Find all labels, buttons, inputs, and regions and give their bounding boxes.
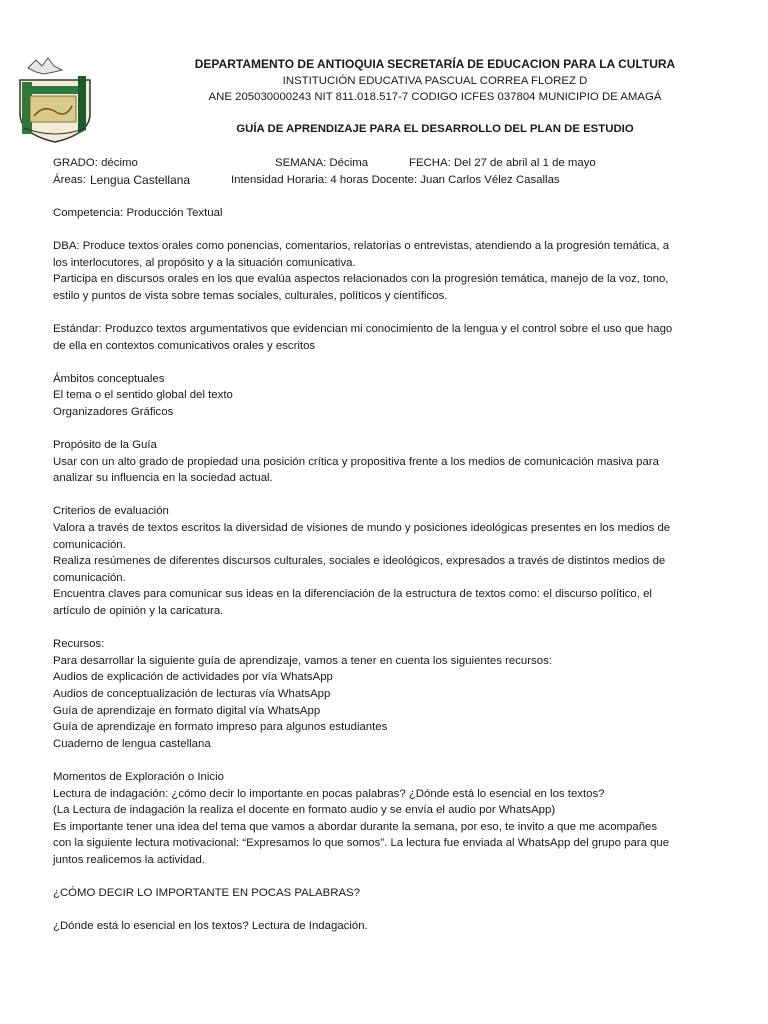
criterios-line: comunicación. [53,538,126,551]
momentos-line: con la siguiente lectura motivacional: “Expresamos lo que somos”. La lectura fue enviada al WhatsApp del grupo para que [53,837,670,850]
guide-title: GUÍA DE APRENDIZAJE PARA EL DESARROLLO DEL PLAN DE ESTUDIO [236,123,634,135]
proposito-line: Usar con un alto grado de propiedad una posición crítica y propositiva frente a los medios de comunicación masiva para [53,455,659,468]
proposito-line: analizar su influencia en la sociedad actual. [53,472,273,485]
document-body [53,155,718,935]
recursos-item: Guía de aprendizaje en formato impreso para algunos estudiantes [53,721,388,734]
recursos-item: Guía de aprendizaje en formato digital vía WhatsApp [53,704,321,717]
header-registration: ANE 205030000243 NIT 811.018.517-7 CODIGO ICFES 037804 MUNICIPIO DE AMAGÁ [208,91,662,103]
ambitos-item: El tema o el sentido global del texto [53,389,233,402]
fecha: FECHA: Del 27 de abril al 1 de mayo [409,157,596,169]
document-header [120,56,750,106]
meta-row-1 [53,155,718,172]
recursos-line: Para desarrollar la siguiente guía de aprendizaje, vamos a tener en cuenta los siguientes recursos: [53,654,552,667]
grado: GRADO: décimo [53,157,138,169]
recursos-item: Audios de explicación de actividades por vía WhatsApp [53,671,333,684]
meta-row-2 [53,172,718,189]
criterios-line: artículo de opinión y la caricatura. [53,605,224,618]
header-department: DEPARTAMENTO DE ANTIOQUIA SECRETARÍA DE EDUCACION PARA LA CULTURA [194,57,676,71]
competencia: Competencia: Producción Textual [53,206,223,219]
momentos-line: Es importante tener una idea del tema que vamos a abordar durante la semana, por eso, te invito a que me acompañes [53,820,658,833]
ambitos-item: Organizadores Gráficos [53,405,174,418]
estandar-line: Estándar: Produzco textos argumentativos que evidencian mi conocimiento de la lengua y el control sobre el uso que hago [53,322,673,335]
criterios-line: comunicación. [53,571,126,584]
momentos-line: juntos realicemos la actividad. [53,853,205,866]
intensidad: Intensidad Horaria: 4 horas Docente: Juan Carlos Vélez Casallas [231,173,560,186]
recursos-item: Audios de conceptualización de lecturas vía WhatsApp [53,688,331,700]
proposito-heading: Propósito de la Guía [53,439,157,452]
momentos-heading: Momentos de Exploración o Inicio [53,770,224,783]
areas-value: Lengua Castellana [90,172,191,187]
momentos-line: Lectura de indagación: ¿cómo decir lo importante en pocas palabras? ¿Dónde está lo esencial en los textos? [53,787,605,800]
criterios-line: Realiza resúmenes de diferentes discursos culturales, sociales e ideológicos, expresados a través de distintos medios de [53,555,666,568]
recursos-item: Cuaderno de lengua castellana [53,737,211,750]
semana: SEMANA: Décima [275,157,369,169]
ambitos-heading: Ámbitos conceptuales [53,372,165,385]
recursos-heading: Recursos: [53,638,105,651]
header-institution: INSTITUCIÓN EDUCATIVA PASCUAL CORREA FLOREZ D [282,74,588,87]
institution-logo [12,56,98,144]
pregunta-heading: ¿CÓMO DECIR LO IMPORTANTE EN POCAS PALABRAS? [53,887,360,900]
dba-line: DBA: Produce textos orales como ponencias, comentarios, relatorías o entrevistas, atendiendo a la progresión temática, a [53,239,670,252]
momentos-line: (La Lectura de indagación la realiza el docente en formato audio y se envía el audio por WhatsApp) [53,804,556,817]
areas-label: Áreas: [53,173,86,186]
dba-line: estilo y puntos de vista sobre temas sociales, culturales, políticos y científicos. [53,289,448,302]
dba-line: los interlocutores, al propósito y a la situación comunicativa. [53,256,356,269]
lectura-heading: ¿Dónde está lo esencial en los textos? Lectura de Indagación. [53,920,368,933]
dba-line: Participa en discursos orales en los que evalúa aspectos relacionados con la progresión temática, manejo de la voz, tono, [53,273,669,286]
estandar-line: de ella en contextos comunicativos orales y escritos [53,339,316,352]
criterios-heading: Criterios de evaluación [53,505,169,518]
criterios-line: Encuentra claves para comunicar sus ideas en la diferenciación de la estructura de textos como: el discurso político, el [53,588,652,601]
criterios-line: Valora a través de textos escritos la diversidad de visiones de mundo y posiciones ideológicas presentes en los medios de [53,522,671,535]
